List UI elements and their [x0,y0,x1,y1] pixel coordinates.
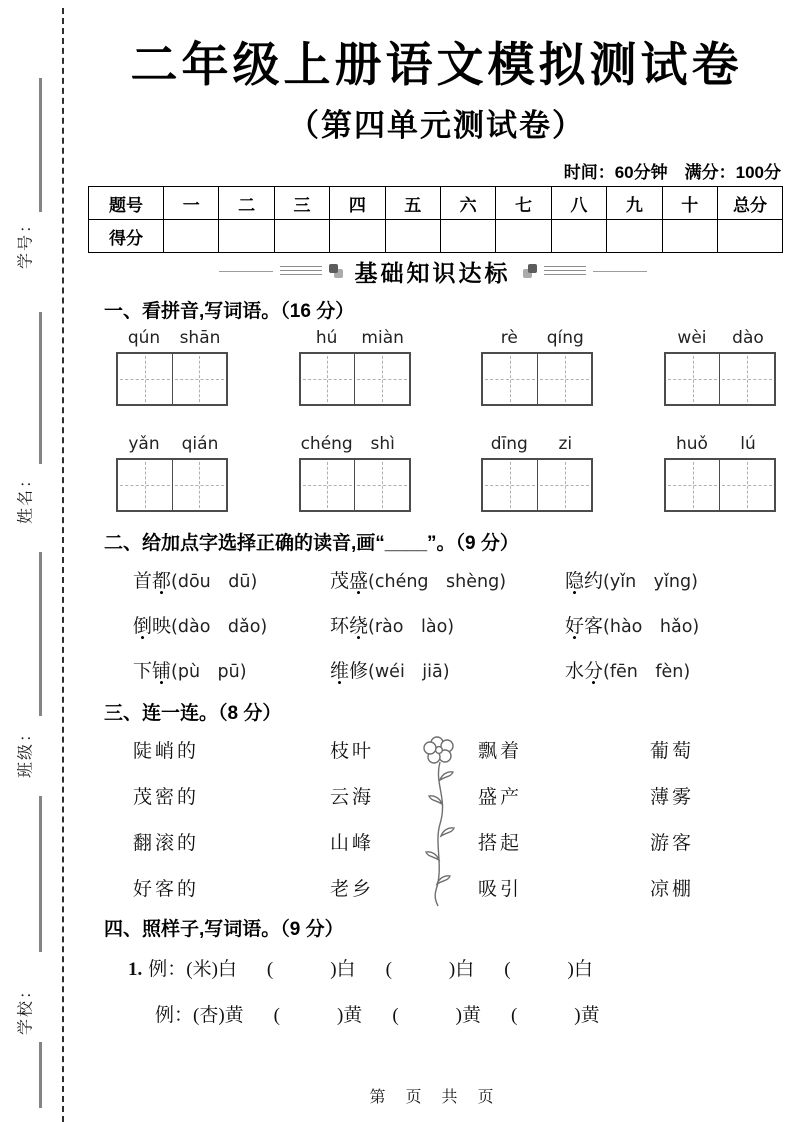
pinyin-label: dīng zi [490,434,573,454]
score-cell [607,220,662,253]
pronunciation-item: 环绕(rào lào) [330,616,455,637]
pronunciation-row [133,656,778,683]
pinyin-word-group [481,328,593,406]
pinyin-label: qún shān [127,328,221,348]
col-header: 十 [662,187,717,220]
grid-cell [301,460,355,510]
example-line-2 [155,1000,600,1027]
example-word: 例：(米)白 [148,959,237,980]
match-word: 陡峭的 [133,741,200,762]
score-table-header-row [89,187,783,220]
col-header: 八 [551,187,606,220]
pronunciation-item: 隐约(yǐn yǐng) [565,571,698,592]
match-word: 山峰 [330,833,375,854]
match-word: 盛产 [478,787,523,808]
match-word: 云海 [330,787,375,808]
pinyin-label: wèi dào [677,328,764,348]
pinyin-word-group [116,328,228,406]
example-word: 例：(杏)黄 [155,1005,244,1026]
pinyin-label: yǎn qián [128,434,219,454]
seal-label-student-number: 学号： [17,214,35,270]
seal-label-name: 姓名： [17,469,35,525]
writing-grid [664,458,776,512]
writing-grid [299,352,411,406]
banner-squares-icon [522,264,537,279]
section-banner [80,256,785,286]
pronunciation-item: 倒映(dào dǎo) [133,616,268,637]
banner-squares-icon [329,264,344,279]
score-cell [164,220,219,253]
grid-cell [354,460,409,510]
banner-triple-line [544,266,586,276]
writing-grid [481,458,593,512]
pinyin-label: chéng shì [300,434,395,454]
match-word: 翻滚的 [133,833,200,854]
section-two-heading: 二、给加点字选择正确的读音,画“____”。（9 分） [104,533,519,554]
match-word: 葡萄 [650,741,695,762]
col-header: 二 [219,187,274,220]
match-word: 游客 [650,833,695,854]
grid-cell [354,354,409,404]
seal-label-school: 学校： [17,980,35,1036]
section-one-heading: 一、看拼音,写词语。（16 分） [104,301,355,322]
pronunciation-row [133,566,778,593]
pinyin-word-group [664,434,776,512]
match-word: 搭起 [478,833,523,854]
pinyin-label: rè qíng [500,328,584,348]
match-word: 茂密的 [133,787,200,808]
pinyin-word-group [664,328,776,406]
answer-blank: ( )黄 [273,1005,363,1026]
seal-solid-line [39,1042,42,1108]
pinyin-word-group [116,434,228,512]
grid-cell [537,354,592,404]
score-label: 得分 [89,220,164,253]
question-number-label: 题号 [89,187,164,220]
seal-label-class: 班级： [17,723,35,779]
pronunciation-item: 首都(dōu dū) [133,571,258,592]
score-table-score-row [89,220,783,253]
col-header: 四 [330,187,385,220]
seal-solid-line [39,78,42,212]
score-cell [274,220,329,253]
pronunciation-item: 好客(hào hǎo) [565,616,700,637]
answer-blank: ( )黄 [392,1005,481,1026]
exam-time-score-info: 时间：60分钟 满分：100分 [563,163,781,182]
grid-cell [483,460,537,510]
pinyin-row-2 [116,434,776,512]
score-cell [662,220,717,253]
flower-decoration [416,732,466,908]
grid-cell [118,460,172,510]
total-score-label: 总分 [718,187,783,220]
pinyin-label: huǒ lú [675,434,756,454]
banner-triple-line [280,266,322,276]
seal-solid-line [39,312,42,464]
writing-grid [116,352,228,406]
pronunciation-row [133,611,778,638]
page-footer: 第 页 共 页 [369,1089,496,1106]
match-word: 凉棚 [650,879,695,900]
writing-grid [116,458,228,512]
col-header: 七 [496,187,551,220]
score-cell [440,220,495,253]
match-word: 薄雾 [650,787,695,808]
col-header: 五 [385,187,440,220]
answer-blank: ( )白 [385,959,475,980]
pronunciation-item: 茂盛(chéng shèng) [330,571,507,592]
score-cell [551,220,606,253]
score-cell [330,220,385,253]
example-line-1 [128,954,593,981]
grid-cell [666,460,720,510]
answer-blank: ( )黄 [510,1005,600,1026]
match-word: 枝叶 [330,741,375,762]
page-subtitle: （第四单元测试卷） [288,108,585,143]
writing-grid [481,352,593,406]
answer-blank: ( )白 [504,959,593,980]
grid-cell [483,354,537,404]
pinyin-label: hú miàn [315,328,404,348]
pronunciation-item: 下铺(pù pū) [133,661,247,682]
writing-grid [299,458,411,512]
grid-cell [719,354,774,404]
col-header: 一 [164,187,219,220]
pinyin-word-group [299,434,411,512]
match-word: 飘着 [478,741,523,762]
col-header: 三 [274,187,329,220]
grid-cell [537,460,592,510]
pinyin-row-1 [116,328,776,406]
section-four-heading: 四、照样子,写词语。（9 分） [104,919,344,940]
grid-cell [301,354,355,404]
item-number: 1. [128,959,143,980]
col-header: 九 [607,187,662,220]
grid-cell [719,460,774,510]
match-word: 好客的 [133,879,200,900]
grid-cell [172,460,227,510]
pronunciation-item: 水分(fēn fèn) [565,661,691,682]
answer-blank: ( )白 [266,959,356,980]
grid-cell [666,354,720,404]
seal-solid-line [39,552,42,716]
banner-title: 基础知识达标 [354,259,511,286]
seal-dashed-line [62,8,64,1122]
writing-grid [664,352,776,406]
grid-cell [172,354,227,404]
match-word: 老乡 [330,879,375,900]
banner-line [593,271,647,272]
pinyin-word-group [299,328,411,406]
score-cell [718,220,783,253]
pinyin-word-group [481,434,593,512]
match-word: 吸引 [478,879,523,900]
score-cell [496,220,551,253]
score-cell [219,220,274,253]
score-cell [385,220,440,253]
col-header: 六 [440,187,495,220]
section-three-heading: 三、连一连。（8 分） [104,703,282,724]
score-table [88,186,783,253]
seal-solid-line [39,796,42,952]
page-title: 二年级上册语文模拟测试卷 [130,38,743,91]
pronunciation-item: 维修(wéi jiā) [330,661,450,682]
banner-line [219,271,273,272]
grid-cell [118,354,172,404]
